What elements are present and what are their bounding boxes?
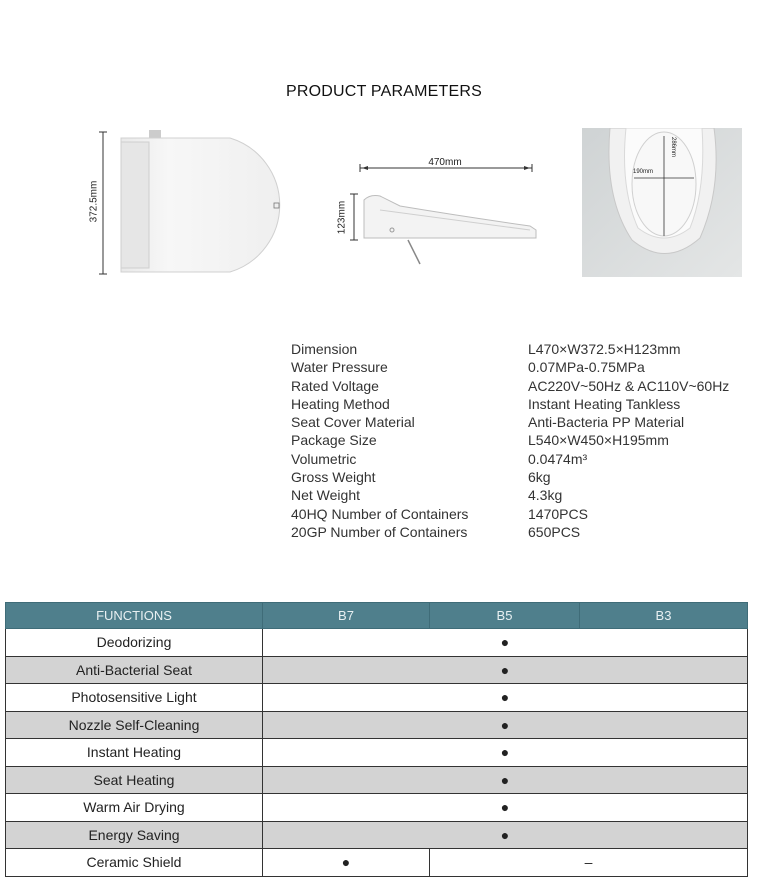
parameter-value: L540×W450×H195mm	[528, 432, 669, 449]
side-view-height-label: 123mm	[336, 200, 348, 235]
parameter-value: 650PCS	[528, 523, 581, 540]
table-row	[6, 711, 748, 739]
table-row	[6, 656, 748, 684]
function-name: Ceramic Shield	[6, 849, 263, 877]
parameter-row	[291, 505, 729, 523]
table-row	[6, 684, 748, 712]
function-name: Nozzle Self-Cleaning	[6, 711, 263, 739]
parameter-value: Anti-Bacteria PP Material	[528, 414, 685, 431]
parameter-row	[291, 523, 729, 541]
parameter-value: 1470PCS	[528, 505, 588, 522]
photo-width-label: 190mm	[632, 169, 653, 175]
function-mark: ●	[263, 656, 748, 684]
parameter-label: Package Size	[291, 432, 377, 449]
function-name: Instant Heating	[6, 739, 263, 767]
parameter-label: Seat Cover Material	[291, 414, 415, 431]
page-title: PRODUCT PARAMETERS	[286, 83, 482, 100]
header-b5: B5	[430, 603, 580, 629]
parameter-value: 0.07MPa-0.75MPa	[528, 359, 645, 376]
parameter-row	[291, 486, 729, 504]
parameter-value: 4.3kg	[528, 487, 563, 504]
function-name: Deodorizing	[6, 629, 263, 657]
parameter-value: 6kg	[528, 469, 551, 486]
function-mark: ●	[263, 684, 748, 712]
function-mark-others: –	[430, 849, 748, 877]
parameter-label: Dimension	[291, 341, 358, 357]
seat-photo	[582, 128, 742, 277]
function-mark: ●	[263, 821, 748, 849]
table-row	[6, 794, 748, 822]
functions-table	[5, 602, 748, 877]
parameter-value: 0.0474m³	[528, 450, 588, 467]
parameter-value: AC220V~50Hz & AC110V~60Hz	[528, 377, 730, 394]
parameter-label: Gross Weight	[291, 469, 376, 486]
parameter-row	[291, 358, 729, 376]
photo-length-label: 286mm	[670, 136, 676, 157]
parameter-value: L470×W372.5×H123mm	[528, 341, 681, 357]
parameter-label: Rated Voltage	[291, 377, 379, 394]
top-view-figure	[85, 128, 305, 278]
function-mark: ●	[263, 711, 748, 739]
table-row	[6, 849, 748, 877]
parameter-label: Heating Method	[291, 395, 390, 412]
parameter-label: Volumetric	[291, 450, 357, 467]
side-view-figure	[340, 150, 545, 270]
parameter-row	[291, 468, 729, 486]
function-name: Anti-Bacterial Seat	[6, 656, 263, 684]
header-b3: B3	[580, 603, 748, 629]
parameter-row	[291, 395, 729, 413]
top-view-height-label: 372.5mm	[88, 180, 100, 223]
parameter-row	[291, 431, 729, 449]
header-functions: FUNCTIONS	[6, 603, 263, 629]
parameter-row	[291, 340, 729, 358]
parameter-label: Water Pressure	[291, 359, 388, 376]
function-name: Energy Saving	[6, 821, 263, 849]
table-row	[6, 629, 748, 657]
function-mark: ●	[263, 794, 748, 822]
parameter-label: 20GP Number of Containers	[291, 523, 468, 540]
side-view-length-label: 470mm	[428, 157, 462, 168]
parameter-row	[291, 377, 729, 395]
parameter-row	[291, 450, 729, 468]
function-name: Photosensitive Light	[6, 684, 263, 712]
header-b7: B7	[263, 603, 430, 629]
function-name: Seat Heating	[6, 766, 263, 794]
table-row	[6, 766, 748, 794]
parameter-label: 40HQ Number of Containers	[291, 505, 469, 522]
parameter-label: Net Weight	[291, 487, 360, 504]
function-mark: ●	[263, 739, 748, 767]
function-name: Warm Air Drying	[6, 794, 263, 822]
function-mark: ●	[263, 629, 748, 657]
parameter-row	[291, 413, 729, 431]
parameter-value: Instant Heating Tankless	[528, 395, 681, 412]
table-row	[6, 821, 748, 849]
function-mark-b7: ●	[263, 849, 430, 877]
functions-header-row	[6, 603, 748, 629]
function-mark: ●	[263, 766, 748, 794]
table-row	[6, 739, 748, 767]
parameters-list	[291, 340, 729, 541]
